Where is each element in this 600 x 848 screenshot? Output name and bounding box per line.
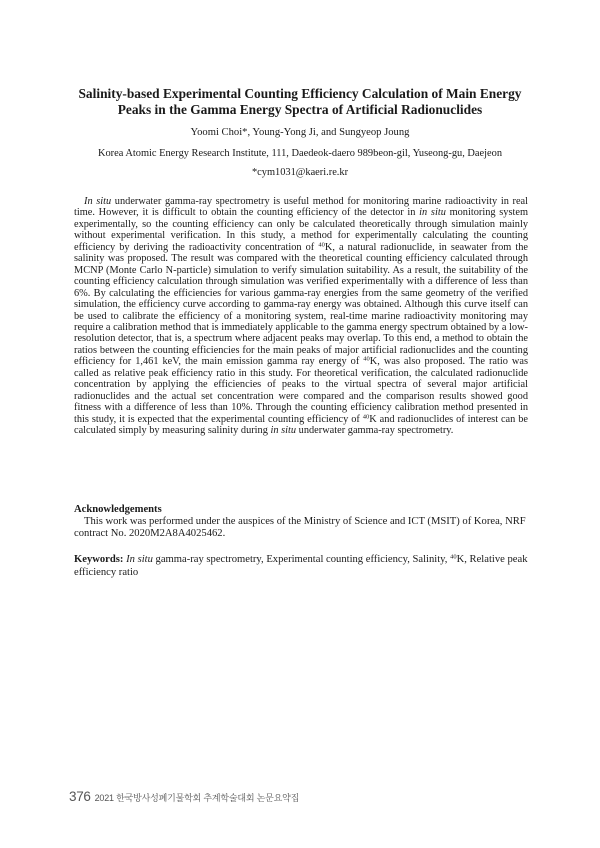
abstract-text: K, a natural radionuclide, in seawater from the salinity was proposed. The result was compared with the theoretical counting efficiency calculated through MCNP (Monte Carlo N-particle) simulation to verify simulation suitability. As a result, the suitability of the counting efficiency calculation through simulation was verified experimentally with a difference of less than 6%. By calculating the efficiencies for various gamma-ray energies from the same geometry of the verified simulation, the efficiency curve according to gamma-ray energy was obtained. Although this curve itself can be used to calibrate the efficiency of a monitoring system, real-time marine radioactivity monitoring may require a calibration method that is immediately applicable to the gamma energy spectrum obtained by a low-resolution detector, that is, a spectrum where adjacent peaks may overlap. To this end, a method to obtain the ratios between the counting efficiencies for the main peaks of major artificial radionuclides and the counting efficiency for 1,461 keV, the main emission gamma ray energy of <box>74 241 528 368</box>
abstract-text: monitoring system experimentally, so the counting efficiency can only be calculated theoretically through simulation mainly without experimental verification. In this study, a method for experimentally calculating the counting efficiency by deriving the radioactivity concentration of <box>74 207 528 253</box>
title-line-2: Peaks in the Gamma Energy Spectra of Artificial Radionuclides <box>117 102 483 117</box>
abstract-text: K, was also proposed. The ratio was called as relative peak efficiency ratio in this study. For theoretical verification, the calculated radionuclide concentration by applying the efficiencies of peaks to the virtual spectra of several major artificial radionuclides and the actual set concentration were compared and the comparison results showed good fitness with a difference of less than 10%. Through the counting efficiency calibration method presented in this study, it is expected that the experimental counting efficiency of <box>74 356 528 425</box>
isotope-mass-number: 40 <box>363 355 370 363</box>
keywords <box>74 554 530 579</box>
paper-title <box>60 86 540 118</box>
author-list: Yoomi Choi*, Young-Yong Ji, and Sungyeop Joung <box>190 127 410 138</box>
conference-name: 2021 한국방사성폐기물학회 추계학술대회 논문요약집 <box>94 793 300 803</box>
abstract-text: K and radionuclides of interest can be calculated simply by measuring salinity during <box>74 413 528 437</box>
affiliation: Korea Atomic Energy Research Institute, 111, Daedeok-daero 989beon-gil, Yuseong-gu, Daejeon <box>97 148 503 159</box>
keywords-label: Keywords: <box>74 554 124 565</box>
keywords-text: K, Relative peak efficiency ratio <box>74 554 528 578</box>
abstract-italic-in-situ: in situ <box>270 425 297 437</box>
isotope-mass-number: 40 <box>318 241 325 249</box>
abstract-text: underwater gamma-ray spectrometry. <box>296 425 454 437</box>
page-footer <box>69 788 299 806</box>
abstract-body <box>74 196 528 437</box>
page-number: 376 <box>69 789 91 804</box>
acknowledgements-body: This work was performed under the auspices of the Ministry of Science and ICT (MSIT) of Korea, NRF contract No. 2020M2A8A4025462. <box>74 516 526 540</box>
isotope-mass-number: 40 <box>450 553 457 561</box>
title-line-1: Salinity-based Experimental Counting Efficiency Calculation of Main Energy <box>78 86 522 101</box>
abstract-text: underwater gamma-ray spectrometry is useful method for monitoring marine radioactivity in real time. However, it is difficult to obtain the counting efficiency of the detector in <box>74 196 528 219</box>
corresponding-email: *cym1031@kaeri.re.kr <box>251 167 349 178</box>
keywords-text: gamma-ray spectrometry, Experimental counting efficiency, Salinity, <box>152 554 451 565</box>
acknowledgements-heading: Acknowledgements <box>74 504 162 515</box>
abstract-italic-in-situ: in situ <box>419 207 446 219</box>
isotope-mass-number: 40 <box>362 413 370 421</box>
keyword-italic-in-situ: In situ <box>126 554 153 565</box>
abstract-italic-in-situ: In situ <box>84 196 112 207</box>
